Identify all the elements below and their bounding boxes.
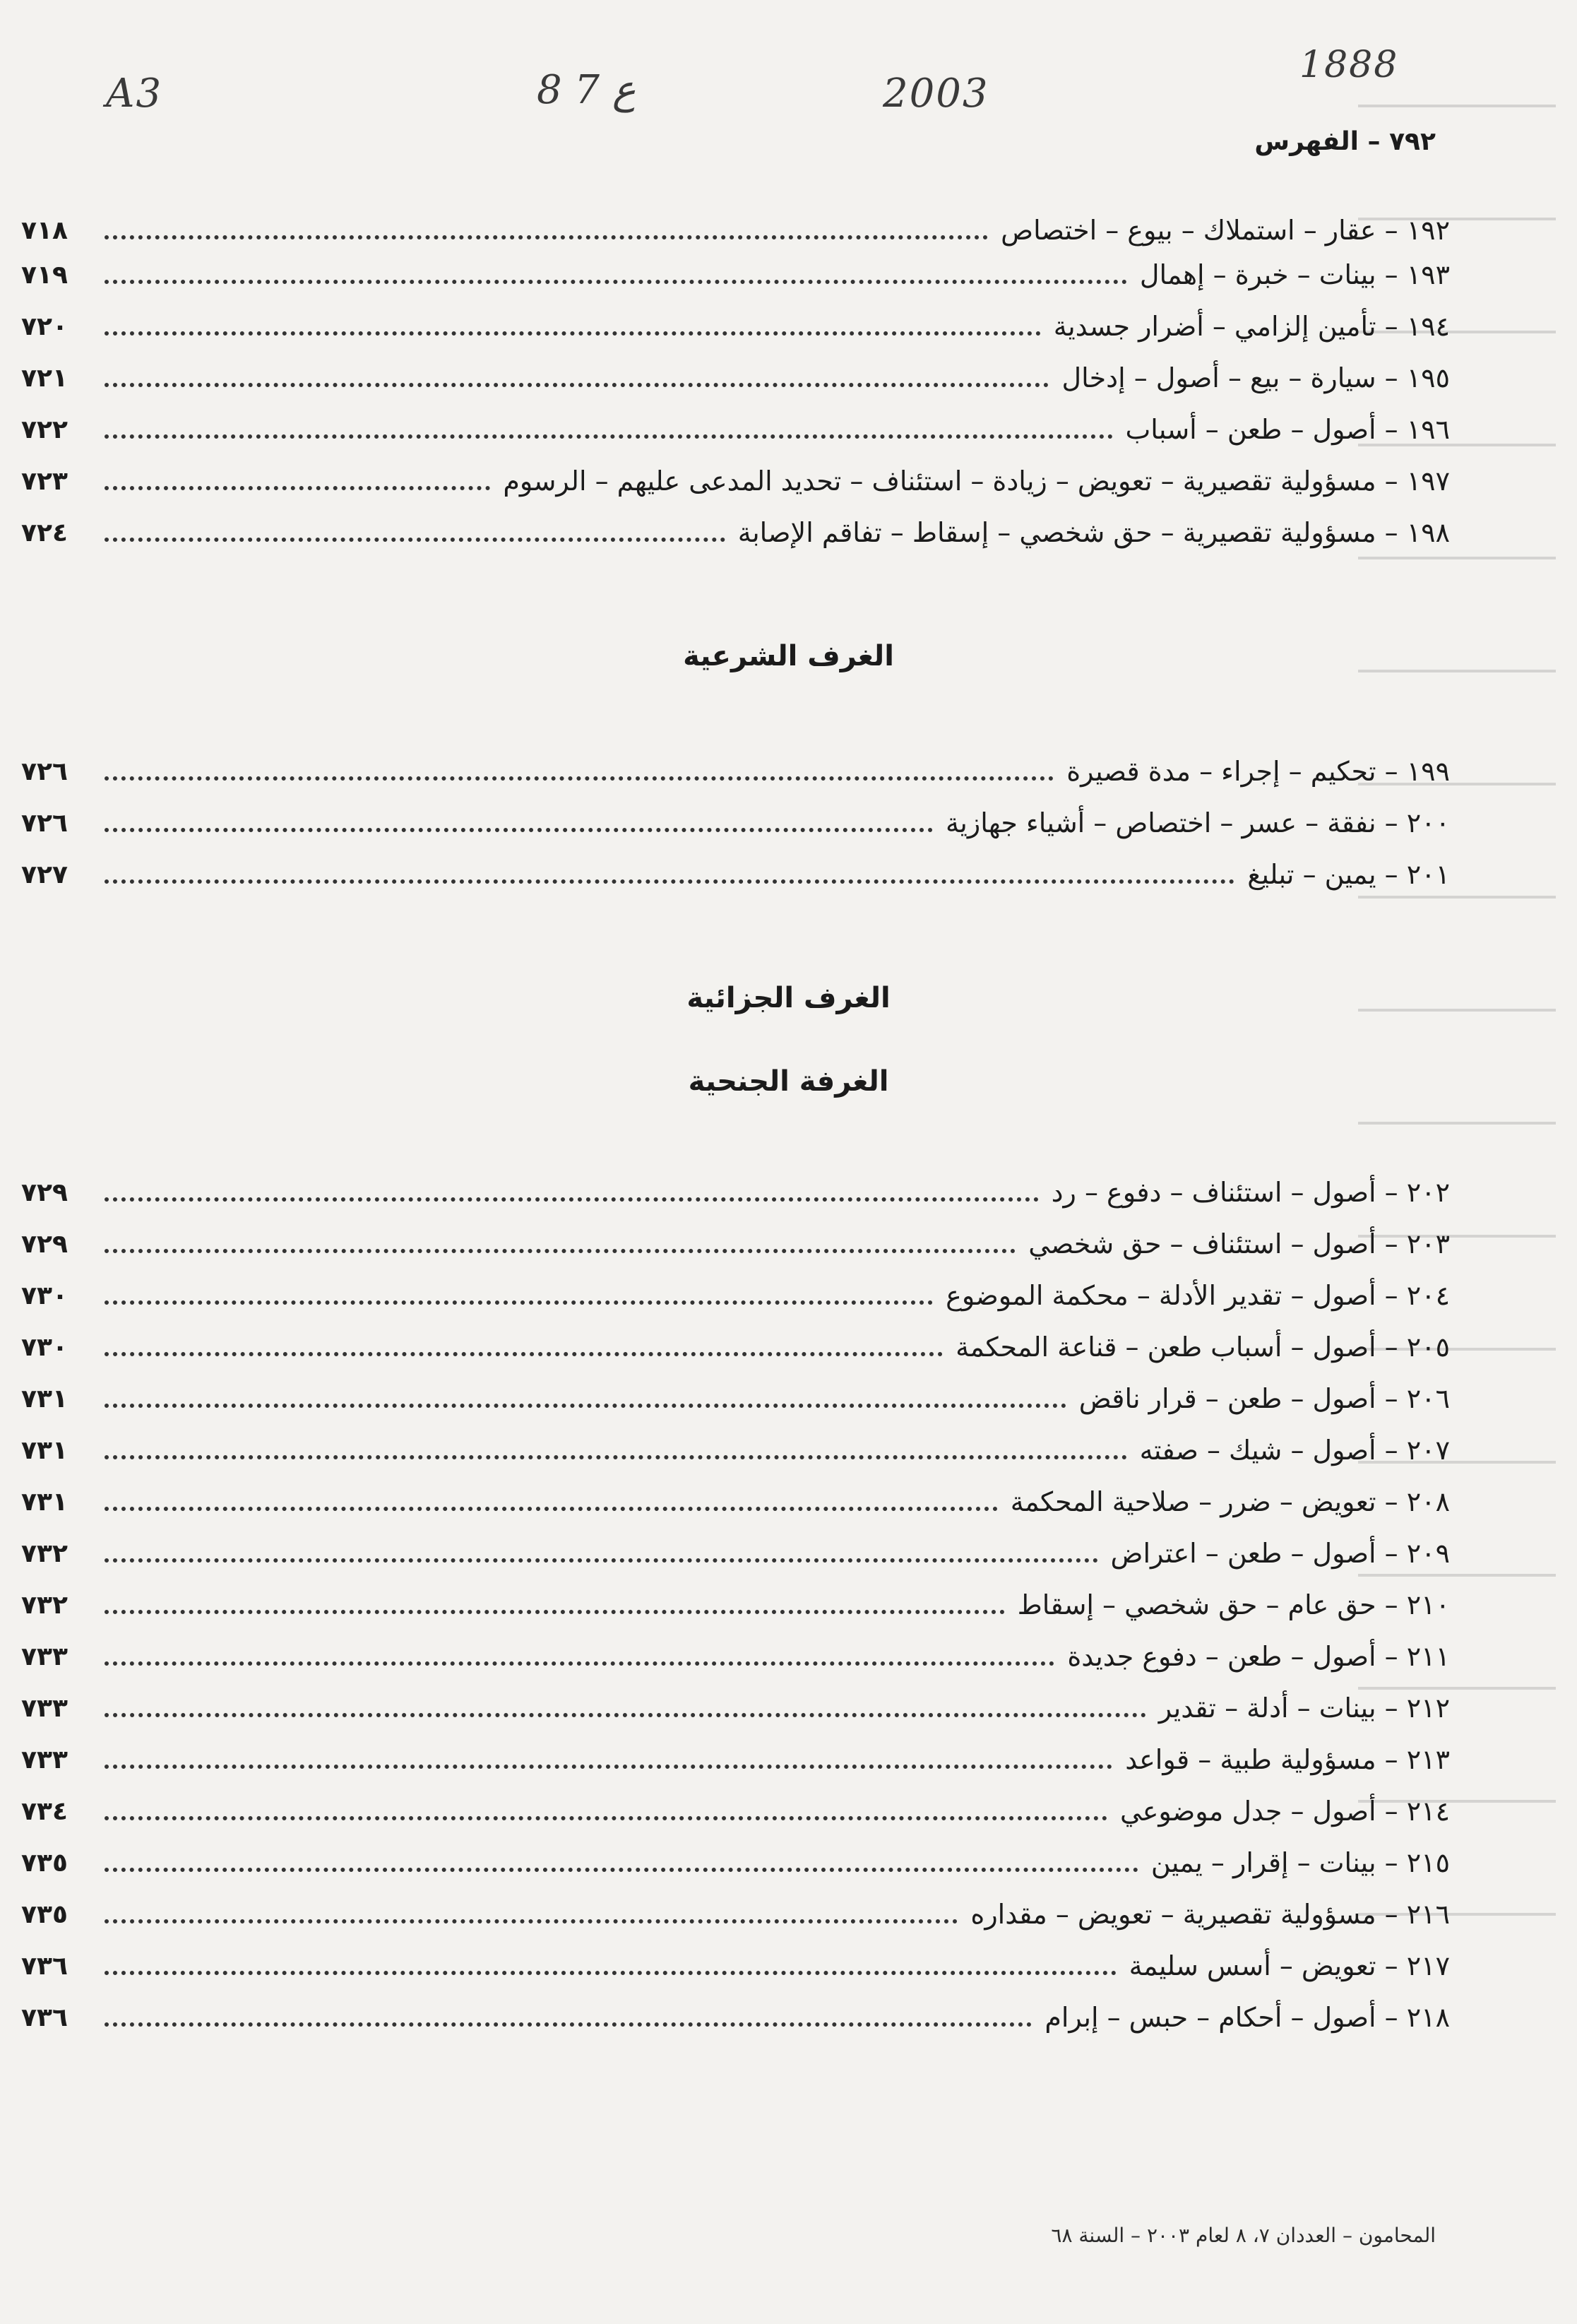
toc-row [21,461,1450,501]
toc-entry-title: ٢٠٣ – أصول – استئناف – حق شخصي [1028,1228,1450,1259]
toc-page-number: ٧٣٣ [21,1642,68,1671]
toc-page-number: ٧٣١ [21,1435,68,1465]
toc-page-number: ٧٢٧ [21,860,68,889]
toc-row [21,255,1450,295]
toc-row [21,1740,1450,1779]
dot-leader [105,1661,1054,1666]
toc-entry-title: ٢١٠ – حق عام – حق شخصي – إسقاط [1017,1589,1450,1620]
toc-row [21,855,1450,894]
toc-entry-title: ٢١٧ – تعويض – أسس سليمة [1129,1950,1450,1981]
toc-page-number: ٧٢٣ [21,466,68,496]
dot-leader [105,2022,1032,2027]
dot-leader [105,1558,1098,1563]
handwritten-a3: A3 [106,71,163,117]
dot-leader [105,280,1127,284]
toc-row [21,1946,1450,1986]
toc-entry-title: ٢٠٠ – نفقة – عسر – اختصاص – أشياء جهازية [945,807,1450,838]
toc-row [21,307,1450,346]
dot-leader [105,1507,998,1511]
toc-entry-title: ١٩٤ – تأمين إلزامي – أضرار جسدية [1053,311,1450,342]
toc-page-number: ٧٣١ [21,1487,68,1517]
toc-entry-title: ٢٠٢ – أصول – استئناف – دفوع – رد [1051,1177,1450,1208]
toc-page-number: ٧٣١ [21,1384,68,1413]
toc-row [21,1482,1450,1522]
toc-page-number: ٧٣٦ [21,1951,68,1981]
toc-entry-title: ٢٠١ – يمين – تبليغ [1247,859,1450,890]
dot-leader [105,1455,1127,1459]
toc-entry-title: ١٩٣ – بينات – خبرة – إهمال [1139,259,1450,290]
dot-leader [105,776,1054,781]
toc-entry-title: ٢٠٥ – أصول – أسباب طعن – قناعة المحكمة [956,1332,1450,1363]
toc-page-number: ٧٢٩ [21,1229,68,1259]
dot-leader [105,1868,1138,1872]
toc-page-number: ٧٣٥ [21,1848,68,1878]
toc-entry-title: ٢٠٤ – أصول – تقدير الأدلة – محكمة الموضوع [946,1280,1450,1311]
toc-row [21,1998,1450,2037]
handwritten-year: 2003 [883,71,989,117]
toc-page-number: ٧٢٤ [21,518,68,547]
toc-entry-title: ٢١٨ – أصول – أحكام – حبس – إبرام [1045,2002,1450,2033]
toc-page-number: ٧٣٠ [21,1332,68,1362]
toc-entry-title: ٢٠٦ – أصول – طعن – قرار ناقض [1078,1383,1450,1414]
toc-entry-title: ١٩٢ – عقار – استملاك – بيوع – اختصاص [1001,215,1450,246]
toc-page-number: ٧٢٢ [21,415,68,444]
toc-page-number: ٧١٩ [21,260,68,290]
toc-entry-title: ١٩٩ – تحكيم – إجراء – مدة قصيرة [1066,756,1450,787]
toc-page-number: ٧٢١ [21,363,68,393]
toc-page-number: ٧٢٩ [21,1178,68,1207]
dot-leader [105,879,1234,884]
section-heading-sharia: الغرف الشرعية [683,640,894,672]
dot-leader [105,1919,958,1923]
toc-row [21,752,1450,791]
dot-leader [105,1197,1039,1202]
toc-page-number: ٧٢٦ [21,808,68,838]
dot-leader [105,1404,1066,1408]
toc-page-number: ٧٣٠ [21,1281,68,1310]
toc-row [21,1534,1450,1573]
toc-row [21,803,1450,843]
toc-entry-title: ٢١٢ – بينات – أدلة – تقدير [1158,1692,1450,1724]
toc-entry-title: ٢٠٩ – أصول – طعن – اعتراض [1110,1538,1450,1569]
page-footer: المحامون – العددان ٧، ٨ لعام ٢٠٠٣ – السنة ٦٨ [1051,2224,1436,2247]
toc-page-number: ٧٢٦ [21,757,68,786]
toc-page-number: ٧٣٤ [21,1796,68,1826]
toc-row [21,1843,1450,1883]
toc-entry-title: ٢١٥ – بينات – إقرار – يمين [1150,1847,1450,1878]
dot-leader [105,1300,933,1305]
toc-row [21,1379,1450,1418]
toc-page-number: ٧١٨ [21,215,68,245]
toc-page-number: ٧٣٢ [21,1539,68,1568]
toc-row [21,1327,1450,1367]
dot-leader [105,1713,1146,1717]
toc-row [21,1791,1450,1831]
dot-leader [105,1610,1005,1614]
toc-page-number: ٧٣٦ [21,2003,68,2032]
toc-page-number: ٧٢٠ [21,312,68,341]
toc-entry-title: ١٩٨ – مسؤولية تقصيرية – حق شخصي – إسقاط – تفاقم الإصابة [737,517,1450,548]
toc-row [21,1430,1450,1470]
dot-leader [105,1765,1112,1769]
dot-leader [105,1249,1016,1253]
toc-page-number: ٧٣٣ [21,1693,68,1723]
toc-entry-title: ٢٠٧ – أصول – شيك – صفته [1139,1435,1450,1466]
toc-entry-title: ٢١١ – أصول – طعن – دفوع جديدة [1067,1641,1450,1672]
toc-page-number: ٧٣٣ [21,1745,68,1774]
toc-row [21,1276,1450,1315]
toc-row [21,1585,1450,1625]
toc-entry-title: ١٩٦ – أصول – طعن – أسباب [1125,414,1450,445]
toc-row [21,1637,1450,1676]
dot-leader [105,828,933,832]
toc-entry-title: ١٩٥ – سيارة – بيع – أصول – إدخال [1061,362,1450,393]
dot-leader [105,1816,1107,1820]
toc-row [21,211,1450,250]
toc-row [21,1173,1450,1212]
dot-leader [105,434,1113,439]
toc-page-number: ٧٣٢ [21,1590,68,1620]
dot-leader [105,486,490,490]
section-heading-criminal: الغرف الجزائية [686,982,891,1014]
toc-entry-title: ٢١٣ – مسؤولية طبية – قواعد [1125,1744,1450,1775]
dot-leader [105,331,1041,336]
handwritten-issue: 8 7 ع [537,67,636,113]
toc-entry-title: ٢١٤ – أصول – جدل موضوعي [1120,1796,1450,1827]
dot-leader [105,1971,1117,1975]
toc-entry-title: ٢١٦ – مسؤولية تقصيرية – تعويض – مقداره [970,1899,1450,1930]
dot-leader [105,383,1049,387]
toc-row [21,358,1450,398]
dot-leader [105,235,988,239]
page-header: ٧٩٢ – الفهرس [1254,127,1436,156]
toc-entry-title: ٢٠٨ – تعويض – ضرر – صلاحية المحكمة [1010,1486,1450,1517]
toc-page-number: ٧٣٥ [21,1899,68,1929]
toc-entry-title: ١٩٧ – مسؤولية تقصيرية – تعويض – زيادة – استئناف – تحديد المدعى عليهم – الرسوم [503,466,1450,497]
toc-row [21,513,1450,552]
handwritten-pages: 1888 [1299,44,1399,86]
toc-row [21,1224,1450,1264]
toc-row [21,1895,1450,1934]
toc-row [21,410,1450,449]
dot-leader [105,538,725,542]
section-heading-misdemeanor: الغرفة الجنحية [688,1065,889,1098]
toc-row [21,1688,1450,1728]
dot-leader [105,1352,943,1356]
